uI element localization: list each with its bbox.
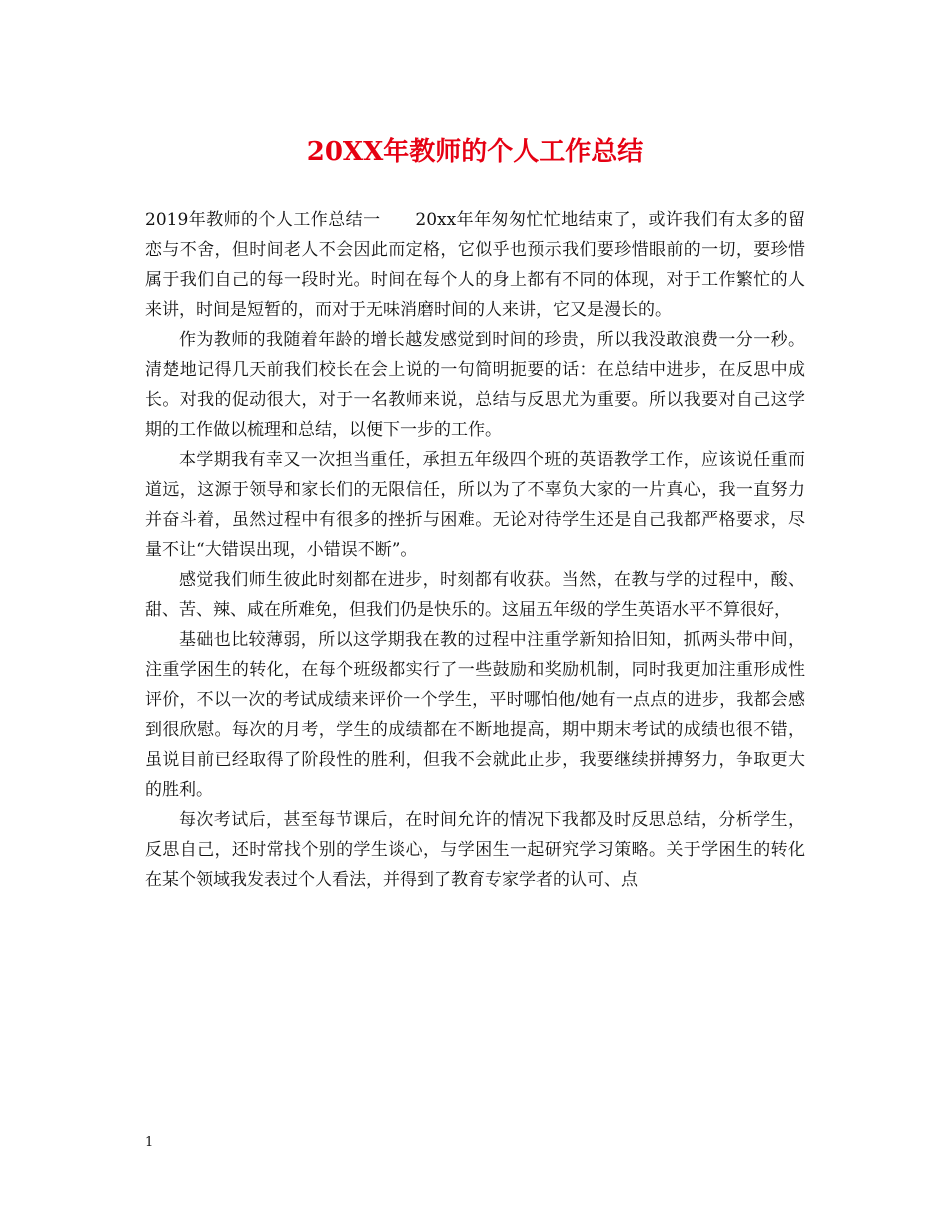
paragraph: 作为教师的我随着年龄的增长越发感觉到时间的珍贵，所以我没敢浪费一分一秒。清楚地记得几天前我们校长在会上说的一句简明扼要的话：在总结中进步，在反思中成长。对我的促动很大，对于一名教师来说，总结与反思尤为重要。所以我要对自己这学期的工作做以梳理和总结，以便下一步的工作。: [145, 330, 805, 440]
paragraph: 本学期我有幸又一次担当重任，承担五年级四个班的英语教学工作，应该说任重而道远，这源于领导和家长们的无限信任，所以为了不辜负大家的一片真心，我一直努力并奋斗着，虽然过程中有很多的挫折与困难。无论对待学生还是自己我都严格要求，尽量不让“大错误出现，小错误不断”。: [145, 450, 805, 560]
document-body: [145, 205, 805, 895]
paragraph: 基础也比较薄弱，所以这学期我在教的过程中注重学新知拾旧知，抓两头带中间，注重学困生的转化，在每个班级都实行了一些鼓励和奖励机制，同时我更加注重形成性评价，不以一次的考试成绩来评价一个学生，平时哪怕他/她有一点点的进步，我都会感到很欣慰。每次的月考，学生的成绩都在不断地提高，期中期末考试的成绩也很不错，虽说目前已经取得了阶段性的胜利，但我不会就此止步，我要继续拼搏努力，争取更大的胜利。: [145, 630, 805, 800]
paragraph: 感觉我们师生彼此时刻都在进步，时刻都有收获。当然，在教与学的过程中，酸、甜、苦、辣、咸在所难免，但我们仍是快乐的。这届五年级的学生英语水平不算很好，: [145, 570, 805, 620]
paragraph: 每次考试后，甚至每节课后，在时间允许的情况下我都及时反思总结，分析学生，反思自己，还时常找个别的学生谈心，与学困生一起研究学习策略。关于学困生的转化在某个领域我发表过个人看法，并得到了教育专家学者的认可、点: [145, 810, 805, 890]
paragraph-intro: 2019年教师的个人工作总结一 20xx年年匆匆忙忙地结束了，或许我们有太多的留恋与不舍，但时间老人不会因此而定格，它似乎也预示我们要珍惜眼前的一切，要珍惜属于我们自己的每一段时光。时间在每个人的身上都有不同的体现，对于工作繁忙的人来讲，时间是短暂的，而对于无味消磨时间的人来讲，它又是漫长的。: [145, 210, 805, 320]
document-title: 20XX年教师的个人工作总结: [306, 137, 644, 167]
page-number: 1: [145, 1135, 154, 1150]
